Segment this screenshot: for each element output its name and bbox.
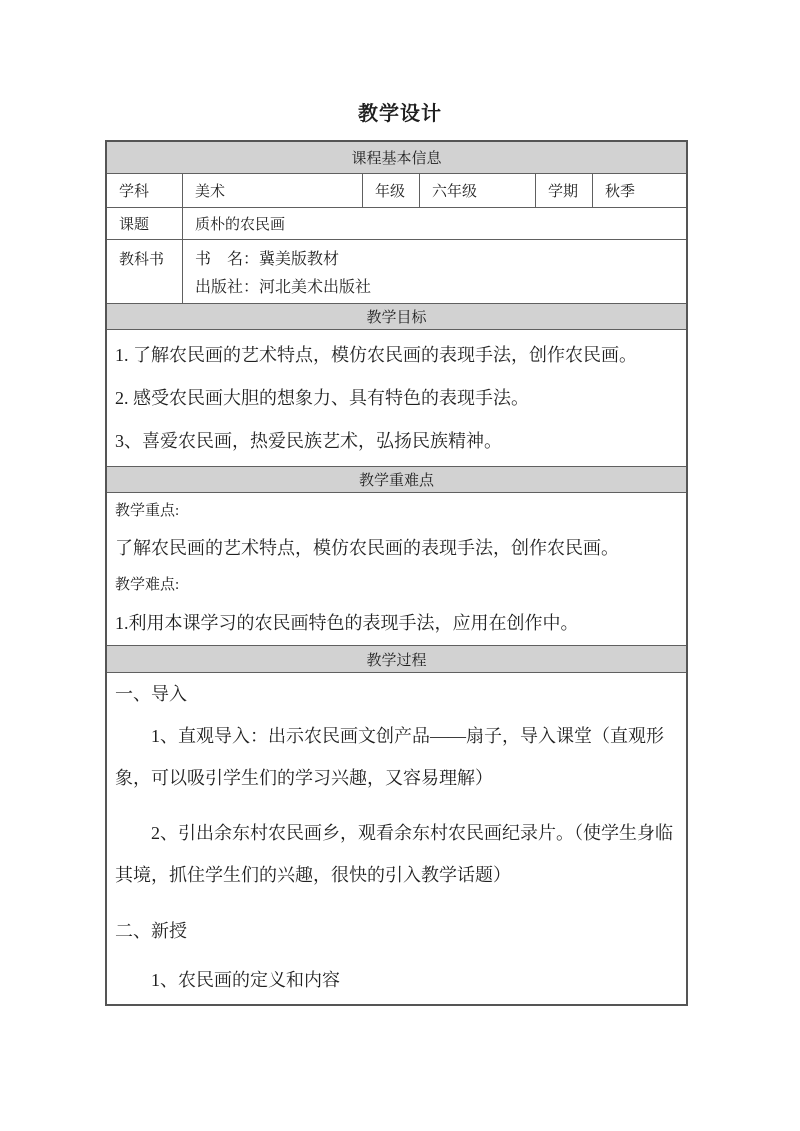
section-header-course-info-label: 课程基本信息 [351,151,442,167]
process-paragraph: 2、引出余东村农民画乡，观看余东村农民画纪录片。（使学生身临其境，抓住学生们的兴趣，很快的引入教学话题） [115,823,673,885]
subject-value: 美术 [182,174,362,207]
term-label: 学期 [535,174,592,207]
subject-label: 学科 [119,184,150,200]
page-title: 教学设计 [358,103,442,125]
textbook-publisher: 出版社：河北美术出版社 [195,279,372,296]
section-header-key-points-label: 教学重难点 [358,473,434,489]
process-paragraph: 1、农民画的定义和内容 [151,970,340,990]
term-value: 秋季 [592,174,686,207]
lesson-plan-table [105,140,688,1006]
textbook-book-name: 书 名：冀美版教材 [195,251,340,268]
teaching-focus-text: 了解农民画的艺术特点，模仿农民画的表现手法，创作农民画。 [115,538,619,558]
textbook-label: 教科书 [119,252,165,268]
objective-item: 3、喜爱农民画，热爱民族艺术，弘扬民族精神。 [115,431,502,451]
topic-row [107,207,686,239]
section-header-course-info [107,142,686,173]
course-info-row [107,173,686,207]
process-content [107,672,686,1004]
grade-value: 六年级 [419,174,535,207]
topic-value: 质朴的农民画 [182,208,686,239]
teaching-focus-label: 教学重点: [115,503,180,519]
key-points-content [107,492,686,645]
objective-item: 2. 感受农民画大胆的想象力、具有特色的表现手法。 [115,388,529,408]
process-paragraph: 1、直观导入：出示农民画文创产品——扇子，导入课堂（直观形象，可以吸引学生们的学习兴趣，又容易理解） [115,726,664,788]
teaching-difficulty-text: 1.利用本课学习的农民画特色的表现手法，应用在创作中。 [115,613,579,633]
section-header-objectives-label: 教学目标 [366,310,427,326]
topic-label: 课题 [119,217,150,233]
objective-item: 1. 了解农民画的艺术特点，模仿农民画的表现手法，创作农民画。 [115,345,637,365]
section-header-key-points [107,466,686,492]
grade-label: 年级 [362,174,419,207]
process-paragraph: 一、导入 [115,684,187,704]
section-header-process-label: 教学过程 [366,652,427,669]
teaching-difficulty-label: 教学难点: [115,577,180,593]
textbook-value [182,240,686,303]
textbook-row [107,239,686,303]
section-header-process [107,645,686,672]
objectives-content [107,329,686,466]
process-paragraph: 二、新授 [115,921,187,941]
section-header-objectives [107,303,686,329]
